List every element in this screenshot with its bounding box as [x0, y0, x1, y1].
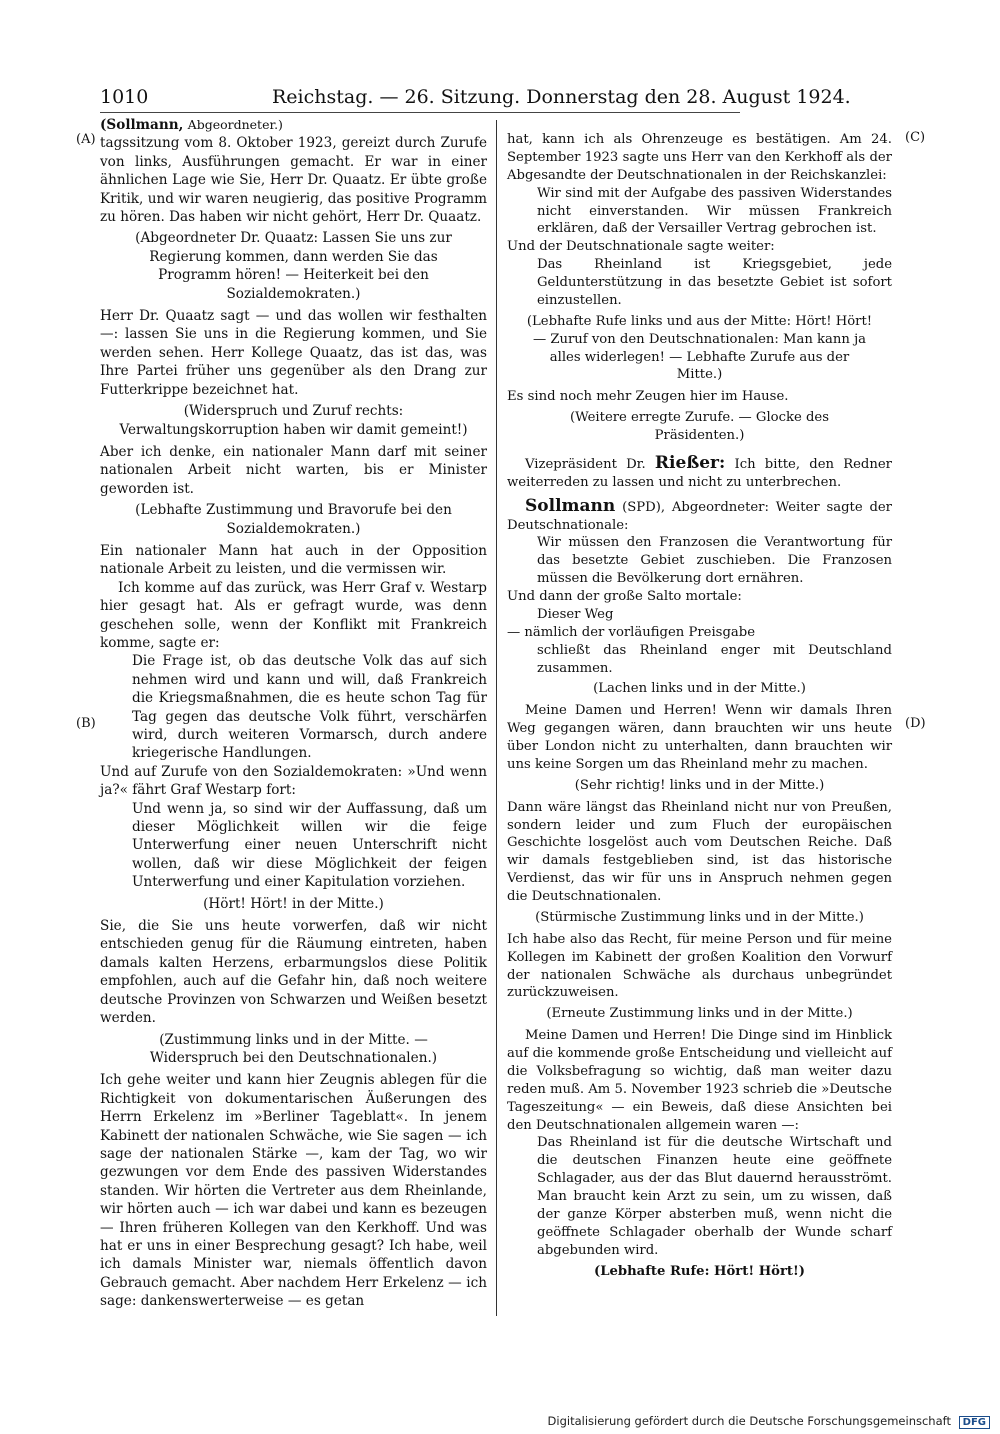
paragraph: Ein nationaler Mann hat auch in der Opposition nationale Arbeit zu leisten, und die vermissen wir.: [100, 542, 487, 578]
paragraph: Herr Dr. Quaatz sagt — und das wollen wir festhalten —: lassen Sie uns in die Regierung kommen, und Sie werden sehen. Herr Kollege Quaatz, das ist das, was Ihre Partei früher uns gegenüber als den Drang zur Futterkrippe bezeichnet hat.: [100, 308, 487, 398]
paragraph: Und auf Zurufe von den Sozialdemokraten: »Und wenn ja?« fährt Graf Westarp fort:: [100, 763, 487, 799]
margin-marker-a: (A): [76, 132, 96, 147]
interjection: (Lebhafte Rufe links und aus der Mitte: Hört! Hört! — Zuruf von den Deutschnationalen: Man kann ja alles widerlegen! — Lebhafte Zurufe aus der Mitte.): [526, 313, 873, 383]
page-number: 1010: [100, 86, 149, 108]
interjection: (Lebhafte Zustimmung und Bravorufe bei den Sozialdemokraten.): [135, 502, 452, 537]
margin-marker-d: (D): [905, 716, 926, 731]
paragraph: Und dann der große Salto mortale:: [507, 589, 742, 604]
interjection: (Hört! Hört! in der Mitte.): [203, 895, 384, 912]
paragraph: Ich gehe weiter und kann hier Zeugnis ablegen für die Richtigkeit von dokumentarischen Äußerungen des Herrn Erkelenz im »Berliner Tageblatt«. In jenem Kabinett der nationalen Schwäche, wie Sie sagen — ich sage der nationalen Stärke —, kam der Tag, wo wir gezwungen vor dem Ende des passiven Widerstandes standen. Wir hörten die Vertreter aus dem Rheinlande, wir hörten auch — ich war dabei und kann es bezeugen — Ihren früheren Kollegen van den Kerkhoff. Und was hat er uns in einer Besprechung gesagt? Ich habe, weil ich damals Minister war, niemals öffentlich davon Gebrauch gemacht. Aber nachdem Herr Erkelenz — ich sage: dankenswerterweise — es getan: [100, 1072, 487, 1310]
header-rule: [100, 112, 740, 113]
paragraph: hat, kann ich als Ohrenzeuge es bestätigen. Am 24. September 1923 sagte uns Herr van den Kerkhoff als der Abgesandte der Deutschnationalen in der Reichskanzlei:: [507, 132, 892, 183]
quotation: Das Rheinland ist Kriegsgebiet, jede Geldunterstützung in das besetzte Gebiet ist sofort einzustellen.: [537, 257, 892, 308]
running-title: Reichstag. — 26. Sitzung. Donnerstag den 28. August 1924.: [272, 86, 851, 108]
interjection: (Weitere erregte Zurufe. — Glocke des Präsidenten.): [570, 410, 829, 443]
vp-name: Rießer:: [654, 452, 726, 473]
interjection: (Stürmische Zustimmung links und in der Mitte.): [535, 909, 864, 925]
quotation: Und wenn ja, so sind wir der Auffassung, daß um dieser Möglichkeit willen wir die feige Unterwerfung einer neuen Unterschrift nicht wollen, daß wir diese Möglichkeit der feigen Unterwerfung und einer Kapitulation vorziehen.: [132, 800, 487, 891]
quotation: Dieser Weg: [537, 606, 614, 622]
margin-marker-c: (C): [905, 130, 926, 145]
interjection: (Widerspruch und Zuruf rechts: Verwaltungskorruption haben wir damit gemeint!): [119, 403, 468, 438]
margin-marker-b: (B): [76, 716, 96, 731]
paragraph: Aber ich denke, ein nationaler Mann darf mit seiner nationalen Arbeit nicht warten, bis er Minister geworden ist.: [100, 443, 487, 497]
paragraph: — nämlich der vorläufigen Preisgabe: [507, 624, 755, 640]
paragraph: Ich komme auf das zurück, was Herr Graf v. Westarp hier gesagt hat. Als er gefragt wurde, was denn geschehen solle, wenn der Konflikt mit Frankreich komme, sagte er:: [100, 579, 487, 651]
vp-text: Ich bitte, den Redner weiterreden zu lassen und nicht zu unterbrechen.: [507, 456, 892, 490]
vp-title: Vizepräsident Dr.: [525, 456, 646, 472]
paragraph: Sie, die Sie uns heute vorwerfen, daß wir nicht entschieden genug für die Räumung eintreten, haben damals kalten Herzens, erbarmungslos diese Politik empfohlen, auch auf die Gefahr hin, daß noch weitere deutsche Provinzen von Schwarzen und Weißen besetzt werden.: [100, 918, 487, 1027]
speaker-line: [100, 116, 487, 134]
interjection: (Lachen links und in der Mitte.): [593, 681, 806, 697]
quotation: schließt das Rheinland enger mit Deutschland zusammen.: [537, 642, 892, 676]
speaker-role: Abgeordneter.): [187, 117, 283, 132]
footer-text: Digitalisierung gefördert durch die Deutsche Forschungsgemeinschaft: [547, 1414, 951, 1428]
footer: [548, 1414, 990, 1429]
paragraph: Dann wäre längst das Rheinland nicht nur von Preußen, sondern leider und zum Fluch der europäischen Geschichte losgelöst auch vom Deutschen Reiche. Daß wir damals festgeblieben sind, ist das historische Verdienst, das wir für uns in Anspruch nehmen gegen die Deutschnationalen.: [507, 799, 892, 904]
quotation: Wir müssen den Franzosen die Verantwortung für das besetzte Gebiet zuschieben. Die Franzosen müssen die Bevölkerung dort ernähren.: [537, 535, 892, 587]
speaker-name: (Sollmann,: [100, 117, 184, 133]
speaker-text: (SPD), Abgeordneter: Weiter sagte der Deutschnationale:: [507, 499, 892, 533]
quotation: Das Rheinland ist für die deutsche Wirtschaft und die deutschen Finanzen heute eine geöffnete Schlagader, aus der das Blut dauernd herausströmt. Man braucht kein Arzt zu sein, um zu wissen, daß der ganze Körper absterben muß, wenn nicht die geöffnete Schlagader oberhalb der Wunde scharf abgebunden wird.: [537, 1135, 892, 1258]
speaker-name: Sollmann: [525, 495, 616, 516]
paragraph: Meine Damen und Herren! Wenn wir damals Ihren Weg gegangen wären, dann brauchten wir uns heute über London nicht zu unterhalten, dann brauchten wir uns keine Sorgen um das Rheinland mehr zu machen.: [507, 703, 892, 772]
paragraph: Und der Deutschnationale sagte weiter:: [507, 239, 775, 255]
interjection: (Abgeordneter Dr. Quaatz: Lassen Sie uns zur Regierung kommen, dann werden Sie das Programm hören! — Heiterkeit bei den Sozialdemokraten.): [135, 230, 452, 302]
paragraph: tagssitzung vom 8. Oktober 1923, gereizt durch Zurufe von links, Ausführungen gemacht. Er war in einer ähnlichen Lage wie Sie, Herr Dr. Quaatz. Er übte große Kritik, und wir waren neugierig, das positive Programm zu hören. Das haben wir nicht gehört, Herr Dr. Quaatz.: [100, 135, 487, 226]
interjection: (Zustimmung links und in der Mitte. — Widerspruch bei den Deutschnationalen.): [149, 1031, 438, 1066]
right-column: [507, 131, 892, 1284]
interjection: (Erneute Zustimmung links und in der Mitte.): [546, 1006, 853, 1022]
dfg-logo: DFG: [959, 1416, 990, 1429]
quotation: Wir sind mit der Aufgabe des passiven Widerstandes nicht einverstanden. Wir müssen Frankreich erklären, daß der Versailler Vertrag gebrochen ist.: [537, 185, 892, 237]
left-column: [100, 116, 487, 1311]
speaker-statement: [507, 495, 892, 535]
quotation: Die Frage ist, ob das deutsche Volk das auf sich nehmen wird und kann und will, daß Frankreich die Kriegsmaßnahmen, die es heute schon Tag für Tag gegen das deutsche Volk führt, verschärfen wird, durch weiteren Vormarsch, durch andere kriegerische Handlungen.: [132, 653, 487, 762]
interjection: (Sehr richtig! links und in der Mitte.): [574, 777, 825, 793]
column-divider: [496, 120, 497, 1316]
paragraph: Meine Damen und Herren! Die Dinge sind im Hinblick auf die kommende große Entscheidung und vielleicht auf die Volksbefragung so wichtig, daß man weiter dazu reden muß. Am 5. November 1923 schrieb die »Deutsche Tageszeitung« — ein Beweis, daß diese Ansichten bei den Deutschnationalen allgemein waren —:: [507, 1028, 892, 1133]
vice-president-statement: [507, 452, 892, 492]
paragraph: Ich habe also das Recht, für meine Person und für meine Kollegen im Kabinett der großen Koalition den Vorwurf der nationalen Schwäche als durchaus unbegründet zurückzuweisen.: [507, 931, 892, 1001]
interjection: (Lebhafte Rufe: Hört! Hört!): [593, 1263, 806, 1279]
paragraph: Es sind noch mehr Zeugen hier im Hause.: [507, 389, 789, 405]
